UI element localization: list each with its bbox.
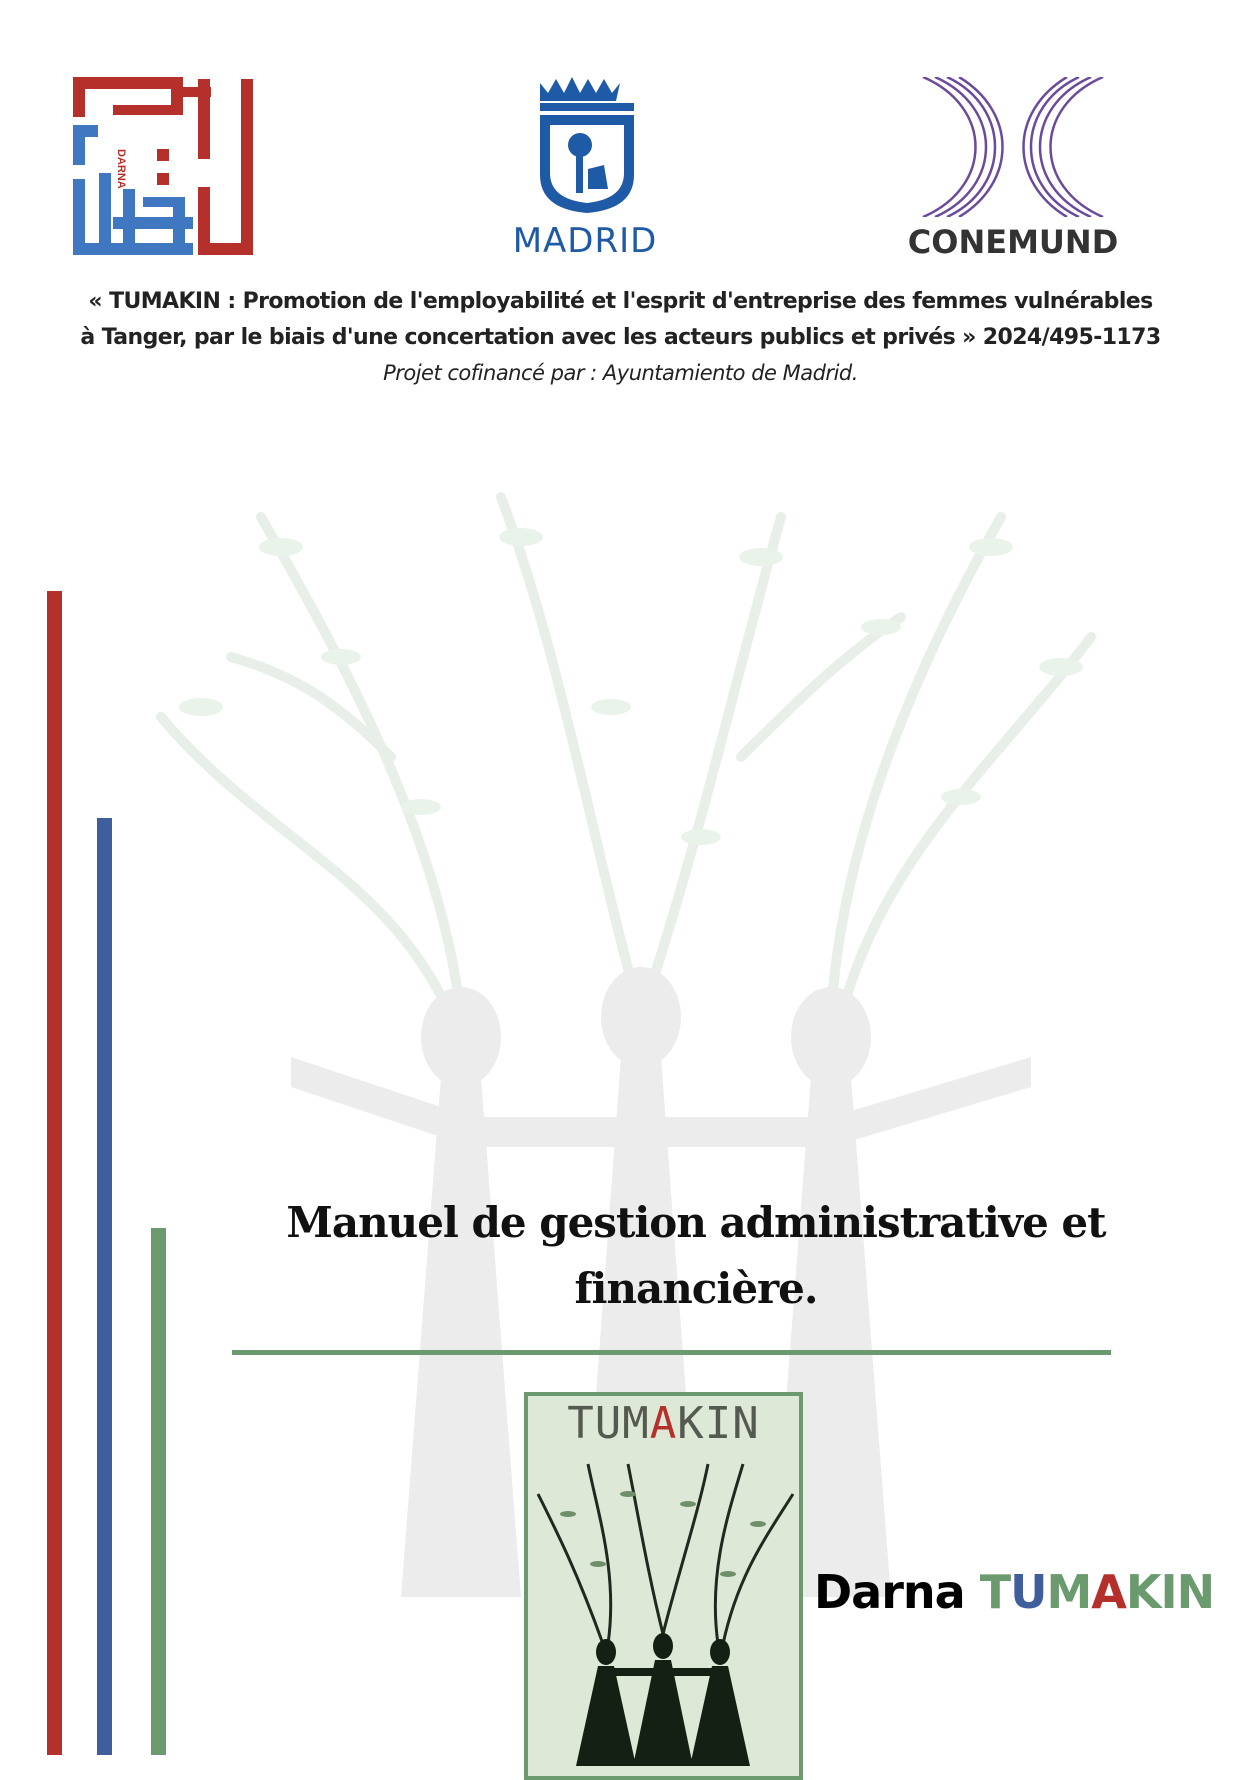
madrid-logo-text: MADRID [512,221,658,261]
darna-tumakin-brand [814,1565,1214,1619]
cofinance-note: Projet cofinancé par : Ayuntamiento de Madrid. [383,361,858,385]
women-tree-illustration [528,1454,799,1774]
brand-letter-u: U [1010,1565,1047,1619]
darna-logo-text: DARNA [115,149,127,189]
logo-letter-a: A [649,1398,678,1449]
brand-prefix: Darna [814,1565,965,1619]
green-vertical-bar [151,1228,166,1755]
logo-letters-tu: TU [567,1398,623,1449]
tumakin-logo [524,1392,803,1780]
blue-vertical-bar [97,818,112,1755]
conemund-logo [893,77,1133,261]
title-line-1: Manuel de gestion administrative et [286,1198,1106,1247]
title-divider [232,1350,1111,1355]
red-vertical-bar [47,591,62,1755]
madrid-logo [502,73,668,261]
project-title-line-2: à Tanger, par le biais d'une concertation avec les acteurs publics et privés » 2024/495-1173 [80,325,1161,350]
brand-letters-kin: KIN [1125,1565,1215,1619]
brand-letter-t: T [979,1565,1011,1619]
logo-letters-kin: KIN [677,1398,760,1449]
project-title-line-1: « TUMAKIN : Promotion de l'employabilité et l'esprit d'entreprise des femmes vulnérables [88,289,1153,314]
logo-letter-m: M [622,1398,650,1449]
project-header [0,284,1241,390]
title-line-2: financière. [574,1264,818,1313]
document-title [232,1190,1160,1322]
brand-letter-a: A [1091,1565,1126,1619]
brand-letter-m: M [1046,1565,1092,1619]
conemund-logo-text: CONEMUND [907,223,1119,261]
tumakin-logo-text [528,1398,799,1449]
darna-logo [73,77,263,257]
